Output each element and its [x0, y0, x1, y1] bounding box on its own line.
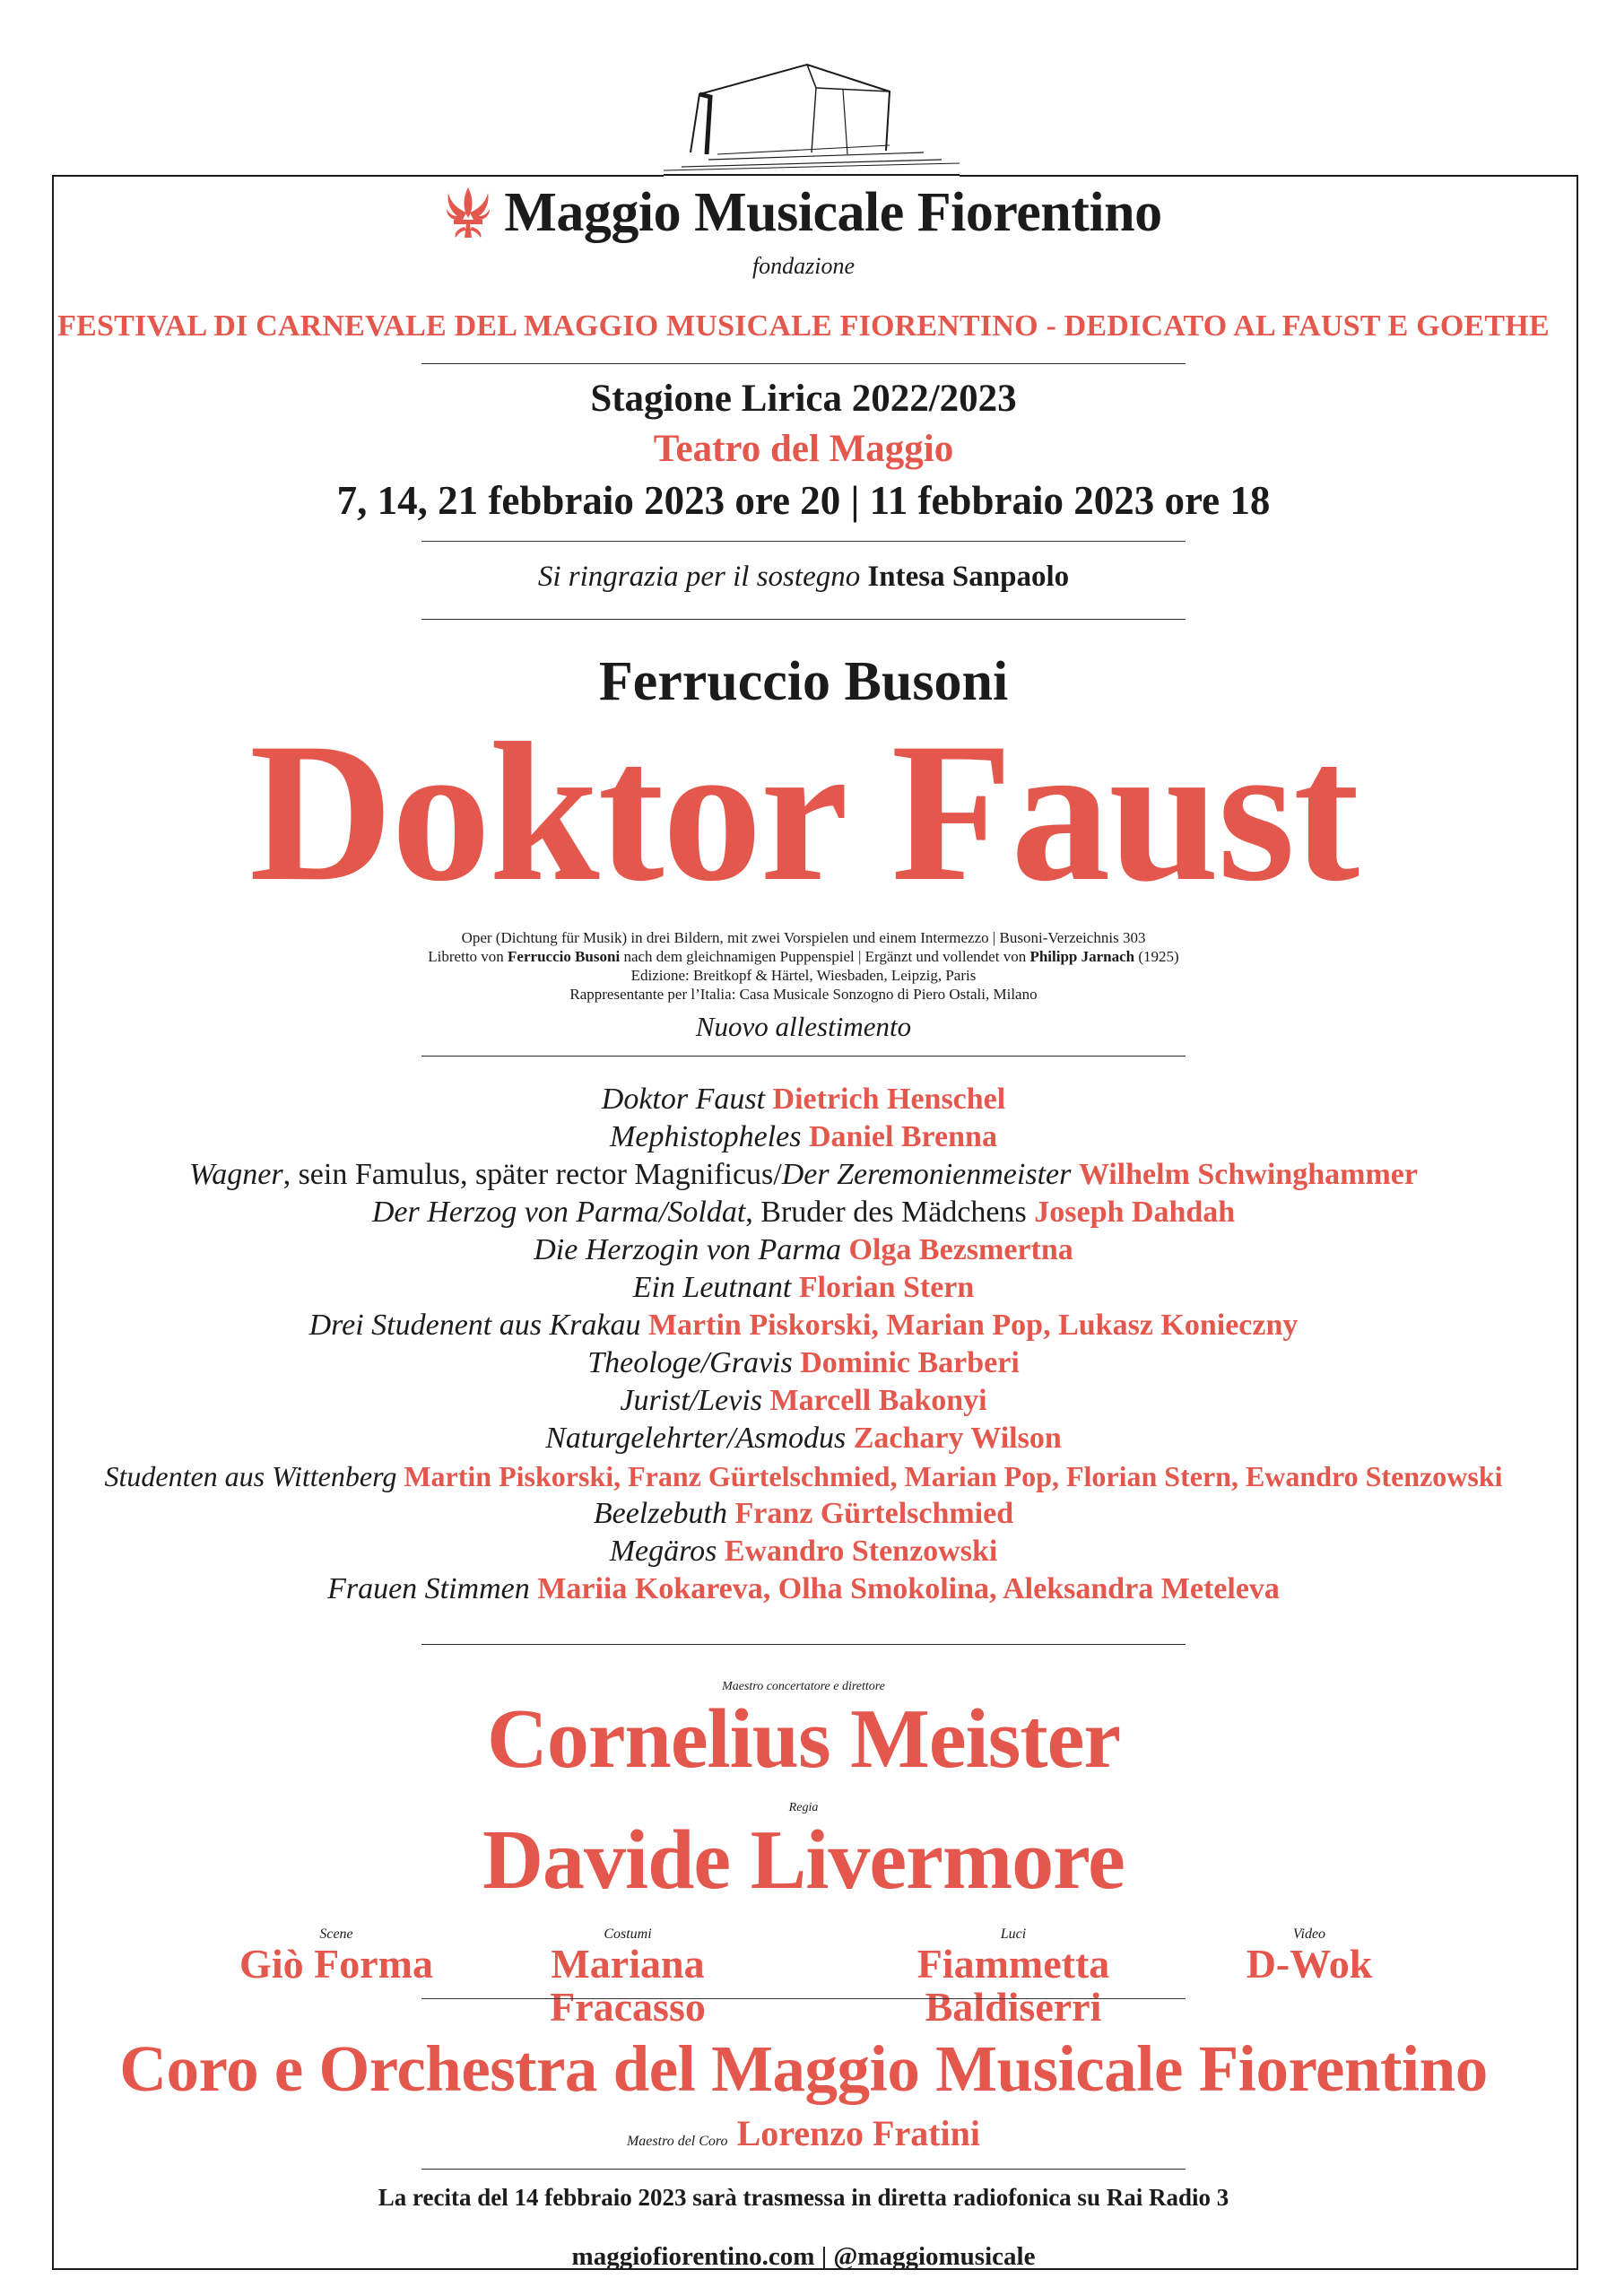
- cast-role-desc: , Bruder des Mädchens: [745, 1196, 1027, 1229]
- florentine-lily-icon: [445, 186, 491, 239]
- radio-broadcast-note: La recita del 14 febbraio 2023 sarà trasmessa in diretta radiofonica su Rai Radio 3: [378, 2184, 1229, 2211]
- conductor-label: Maestro concertatore e direttore: [722, 1680, 885, 1693]
- cast-role: Drei Studenent aus Krakau: [308, 1309, 641, 1342]
- team-member-lights: [825, 1926, 1202, 2029]
- team-label: Costumi: [604, 1926, 652, 1942]
- divider: [421, 1644, 1186, 1645]
- cast-row: [0, 1533, 1607, 1570]
- cast-row: [0, 1457, 1607, 1495]
- cast-role: Megäros: [609, 1535, 717, 1568]
- composer-name: Ferruccio Busoni: [598, 651, 1009, 712]
- performance-dates: 7, 14, 21 febbraio 2023 ore 20 | 11 febbraio 2023 ore 18: [336, 478, 1271, 523]
- libretto-text: nach dem gleichnamigen Puppenspiel | Ergänzt und vollendet von: [620, 948, 1030, 965]
- cast-row: [0, 1081, 1607, 1118]
- cast-row: [0, 1570, 1607, 1608]
- cast-artist: Franz Gürtelschmied: [734, 1497, 1014, 1530]
- team-label: Luci: [1000, 1926, 1027, 1942]
- cast-row: [0, 1420, 1607, 1457]
- team-member-scene: [229, 1926, 444, 1986]
- team-label: Video: [1292, 1926, 1326, 1942]
- cast-artist: Wilhelm Schwinghammer: [1078, 1158, 1418, 1191]
- representative-info: Rappresentante per l’Italia: Casa Musicale Sonzogno di Piero Ostali, Milano: [569, 986, 1038, 1003]
- libretto-text: Libretto von: [428, 948, 508, 965]
- cast-row: [0, 1382, 1607, 1420]
- website-social: maggiofiorentino.com | @maggiomusicale: [571, 2242, 1036, 2271]
- cast-row: [0, 1307, 1607, 1344]
- cast-row: [0, 1156, 1607, 1194]
- cast-artist: Daniel Brenna: [808, 1120, 997, 1153]
- cast-row: [0, 1194, 1607, 1231]
- cast-role: Doktor Faust: [601, 1083, 766, 1116]
- sponsor-line: [0, 561, 1607, 594]
- venue: Teatro del Maggio: [653, 428, 954, 470]
- cast-row: [0, 1231, 1607, 1269]
- chorus-label: Maestro del Coro: [626, 2134, 728, 2149]
- divider: [421, 1056, 1186, 1057]
- cast-artist: Mariia Kokareva, Olha Smokolina, Aleksandra Meteleva: [537, 1572, 1280, 1605]
- cast-artist: Marcell Bakonyi: [769, 1384, 987, 1417]
- libretto-info: [0, 947, 1607, 966]
- opera-title: Doktor Faust: [248, 702, 1359, 923]
- cast-role: Naturgelehrter/Asmodus: [545, 1422, 847, 1455]
- work-info: Oper (Dichtung für Musik) in drei Bildern, mit zwei Vorspielen und einem Intermezzo | Busoni-Verzeichnis 303: [461, 929, 1146, 946]
- cast-artist: Martin Piskorski, Marian Pop, Lukasz Konieczny: [647, 1309, 1299, 1342]
- festival-title: FESTIVAL DI CARNEVALE DEL MAGGIO MUSICALE FIORENTINO - DEDICATO AL FAUST E GOETHE: [57, 309, 1550, 343]
- cast-role: Ein Leutnant: [632, 1271, 792, 1304]
- cast-artist: Joseph Dahdah: [1034, 1196, 1236, 1229]
- fondazione-label: fondazione: [751, 253, 856, 279]
- chorus-master: Lorenzo Fratini: [736, 2113, 981, 2153]
- cast-role: Beelzebuth: [593, 1497, 727, 1530]
- cast-role: Frauen Stimmen: [327, 1572, 530, 1605]
- director-name: Davide Livermore: [482, 1813, 1125, 1907]
- conductor-name: Cornelius Meister: [486, 1692, 1121, 1786]
- brand-logo: [0, 181, 1607, 244]
- divider: [421, 2169, 1186, 2170]
- team-name: Mariana Fracasso: [550, 1941, 706, 2030]
- team-label: Scene: [319, 1926, 353, 1942]
- cast-role-desc: , sein Famulus, später rector Magnificus/: [282, 1158, 782, 1191]
- cast-row: [0, 1118, 1607, 1156]
- divider: [421, 1998, 1186, 1999]
- director-label: Regia: [788, 1801, 819, 1814]
- divider: [421, 541, 1186, 542]
- season-title: Stagione Lirica 2022/2023: [590, 378, 1017, 420]
- cast-artist: Martin Piskorski, Franz Gürtelschmied, Marian Pop, Florian Stern, Ewandro Stenzowski: [404, 1460, 1503, 1492]
- divider: [421, 619, 1186, 620]
- cast-role: Der Zeremonienmeister: [781, 1158, 1072, 1191]
- cast-role: Der Herzog von Parma/Soldat: [371, 1196, 746, 1229]
- team-name: D-Wok: [1246, 1941, 1373, 1987]
- production-note: Nuovo allestimento: [695, 1011, 912, 1042]
- cast-artist: Dietrich Henschel: [772, 1083, 1006, 1116]
- cast-artist: Zachary Wilson: [853, 1422, 1062, 1455]
- cast-role: Studenten aus Wittenberg: [104, 1460, 397, 1492]
- libretto-year: (1925): [1134, 948, 1179, 965]
- cast-role: Wagner: [189, 1158, 283, 1191]
- ensemble-name: Coro e Orchestra del Maggio Musicale Fiorentino: [119, 2032, 1488, 2105]
- sponsor-intro: Si ringrazia per il sostegno: [537, 561, 861, 593]
- cast-artist: Olga Bezsmertna: [848, 1233, 1073, 1266]
- team-name: Fiammetta Baldiserri: [916, 1941, 1110, 2030]
- cast-role: Mephistopheles: [610, 1120, 802, 1153]
- brand-name: Maggio Musicale Fiorentino: [504, 181, 1162, 243]
- librettist: Ferruccio Busoni: [508, 948, 621, 965]
- cast-row: [0, 1269, 1607, 1307]
- cast-role: Die Herzogin von Parma: [534, 1233, 842, 1266]
- team-member-video: [1229, 1926, 1390, 1986]
- cast-role: Theologe/Gravis: [587, 1346, 793, 1379]
- cast-role: Jurist/Levis: [620, 1384, 763, 1417]
- completer: Philipp Jarnach: [1029, 948, 1135, 965]
- cast-artist: Ewandro Stenzowski: [724, 1535, 998, 1568]
- divider: [421, 363, 1186, 364]
- cast-artist: Dominic Barberi: [800, 1346, 1020, 1379]
- cast-artist: Florian Stern: [798, 1271, 975, 1304]
- sponsor-name: Intesa Sanpaolo: [867, 561, 1070, 593]
- team-name: Giò Forma: [239, 1941, 433, 1987]
- cast-row: [0, 1344, 1607, 1382]
- edition-info: Edizione: Breitkopf & Härtel, Wiesbaden, Leipzig, Paris: [630, 967, 977, 984]
- team-member-costumes: [471, 1926, 785, 2029]
- cast-row: [0, 1495, 1607, 1533]
- chorus-master-line: [0, 2112, 1607, 2154]
- theatre-building-drawing: [664, 45, 960, 179]
